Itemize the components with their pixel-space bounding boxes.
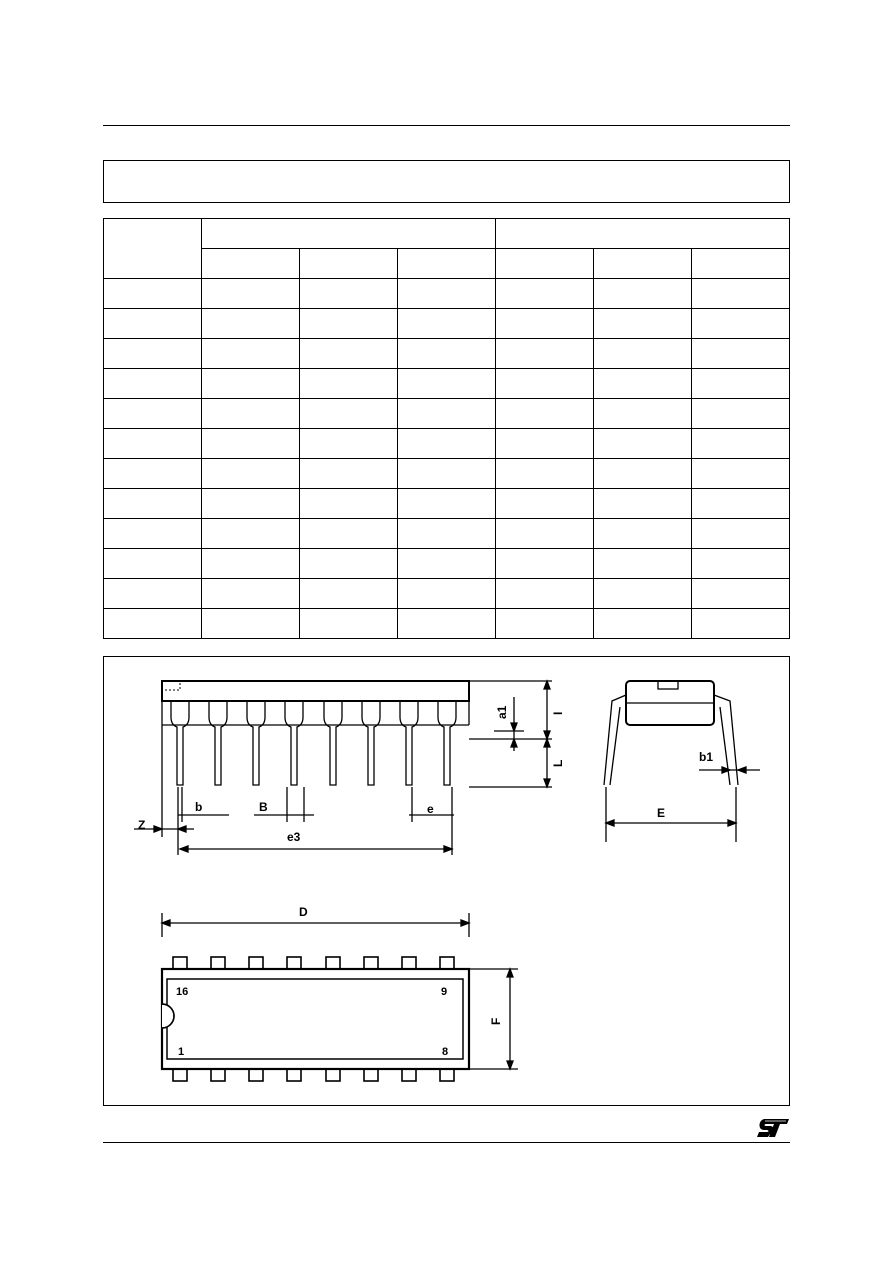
top-pin <box>211 1069 225 1081</box>
table-row-label <box>104 459 202 489</box>
table-cell <box>692 339 790 369</box>
top-pin <box>173 1069 187 1081</box>
top-pin <box>402 1069 416 1081</box>
table-cell <box>594 459 692 489</box>
table-cell <box>594 489 692 519</box>
sub-header <box>594 249 692 279</box>
table-cell <box>300 489 398 519</box>
table-row-label <box>104 279 202 309</box>
table-row <box>104 579 790 609</box>
pin-number-16: 16 <box>176 986 189 998</box>
table-row <box>104 309 790 339</box>
top-pin <box>249 957 263 969</box>
table-cell <box>496 579 594 609</box>
table-row <box>104 369 790 399</box>
table-cell <box>300 339 398 369</box>
top-pin <box>211 957 225 969</box>
table-cell <box>398 519 496 549</box>
st-logo-svg <box>756 1118 790 1138</box>
table-cell <box>202 429 300 459</box>
top-pin <box>287 1069 301 1081</box>
table-cell <box>300 429 398 459</box>
table-cell <box>496 429 594 459</box>
group-header-1 <box>202 219 496 249</box>
table-cell <box>496 489 594 519</box>
table-cell <box>692 279 790 309</box>
table-cell <box>594 399 692 429</box>
table-row-label <box>104 579 202 609</box>
table-cell <box>692 429 790 459</box>
top-pin <box>287 957 301 969</box>
table-corner-cell <box>104 219 202 279</box>
table-row <box>104 609 790 639</box>
sub-header <box>300 249 398 279</box>
table-cell <box>594 279 692 309</box>
top-pin <box>173 957 187 969</box>
side-pin <box>209 701 227 785</box>
table-cell <box>496 609 594 639</box>
table-cell <box>594 609 692 639</box>
table-row <box>104 549 790 579</box>
side-pin <box>171 701 189 785</box>
table-cell <box>398 549 496 579</box>
table-cell <box>398 429 496 459</box>
table-row <box>104 429 790 459</box>
top-pin <box>440 1069 454 1081</box>
top-rule <box>103 125 790 126</box>
table-cell <box>594 309 692 339</box>
dim-label-d: D <box>299 905 308 919</box>
side-pin <box>438 701 456 785</box>
dim-label-e-upper: E <box>657 806 666 820</box>
table-cell <box>398 279 496 309</box>
table-row-label <box>104 519 202 549</box>
table-cell <box>202 279 300 309</box>
table-cell <box>202 369 300 399</box>
table-cell <box>692 609 790 639</box>
table-cell <box>594 339 692 369</box>
table-cell <box>594 429 692 459</box>
table-row <box>104 489 790 519</box>
top-pin <box>364 957 378 969</box>
table-cell <box>398 339 496 369</box>
table-cell <box>300 549 398 579</box>
table-cell <box>496 309 594 339</box>
top-pin <box>249 1069 263 1081</box>
dim-label-e3: e3 <box>287 830 301 844</box>
dim-label-z: Z <box>138 818 146 832</box>
dim-label-i: I <box>551 711 565 715</box>
group-header-2 <box>496 219 790 249</box>
table-cell <box>202 549 300 579</box>
table-cell <box>202 399 300 429</box>
table-row-label <box>104 339 202 369</box>
top-view <box>162 913 518 1081</box>
table-cell <box>300 519 398 549</box>
side-pin <box>362 701 380 785</box>
sub-header <box>202 249 300 279</box>
table-cell <box>692 459 790 489</box>
side-view <box>134 681 552 855</box>
sub-header <box>398 249 496 279</box>
table-cell <box>300 579 398 609</box>
table-cell <box>594 369 692 399</box>
package-drawing <box>103 656 790 1106</box>
table-row <box>104 339 790 369</box>
top-pin <box>440 957 454 969</box>
table-cell <box>398 609 496 639</box>
dim-label-b-upper: B <box>259 800 268 814</box>
pin-number-1: 1 <box>178 1046 185 1058</box>
table-cell <box>496 369 594 399</box>
table-cell <box>496 549 594 579</box>
side-pin <box>400 701 418 785</box>
table-cell <box>398 459 496 489</box>
table-cell <box>594 519 692 549</box>
table-cell <box>398 579 496 609</box>
table-title-box <box>103 160 790 203</box>
table-row-label <box>104 489 202 519</box>
table-cell <box>300 399 398 429</box>
table-cell <box>398 369 496 399</box>
table-cell <box>300 309 398 339</box>
table-cell <box>692 519 790 549</box>
table-cell <box>300 609 398 639</box>
table-row-label <box>104 549 202 579</box>
table-cell <box>496 399 594 429</box>
table-row <box>104 399 790 429</box>
bottom-rule <box>103 1142 790 1143</box>
dim-label-a1: a1 <box>495 705 509 719</box>
side-pin <box>285 701 303 785</box>
table-row <box>104 459 790 489</box>
table-cell <box>202 609 300 639</box>
table-cell <box>202 459 300 489</box>
table-cell <box>202 489 300 519</box>
table-cell <box>692 549 790 579</box>
table-cell <box>300 459 398 489</box>
top-pin <box>364 1069 378 1081</box>
table-row-label <box>104 609 202 639</box>
table-cell <box>496 519 594 549</box>
top-pin <box>326 1069 340 1081</box>
dim-label-l: L <box>551 759 565 767</box>
table-cell <box>594 579 692 609</box>
table-cell <box>496 459 594 489</box>
table-row-label <box>104 309 202 339</box>
table-cell <box>692 309 790 339</box>
table-cell <box>300 279 398 309</box>
pin-number-8: 8 <box>442 1046 449 1058</box>
dimension-table <box>103 218 790 639</box>
package-drawing-svg <box>104 657 789 1105</box>
table-cell <box>594 549 692 579</box>
side-pin <box>324 701 342 785</box>
top-pin <box>326 957 340 969</box>
dim-label-f: F <box>489 1017 503 1025</box>
end-view <box>604 681 760 842</box>
table-cell <box>202 579 300 609</box>
table-cell <box>202 309 300 339</box>
table-cell <box>398 399 496 429</box>
table-row-label <box>104 399 202 429</box>
table-row <box>104 279 790 309</box>
dim-label-b1: b1 <box>699 750 714 764</box>
table-cell <box>496 339 594 369</box>
table-cell <box>692 399 790 429</box>
table-cell <box>202 339 300 369</box>
table-cell <box>202 519 300 549</box>
table-cell <box>692 369 790 399</box>
sub-header <box>496 249 594 279</box>
dim-label-b: b <box>195 800 203 814</box>
table-cell <box>692 579 790 609</box>
table-row-label <box>104 429 202 459</box>
sub-header <box>692 249 790 279</box>
st-logo-icon <box>756 1118 790 1143</box>
dim-label-e: e <box>427 802 434 816</box>
table-row-label <box>104 369 202 399</box>
side-pin <box>247 701 265 785</box>
table-row <box>104 519 790 549</box>
table-cell <box>692 489 790 519</box>
table-cell <box>398 309 496 339</box>
pin-number-9: 9 <box>441 986 448 998</box>
table-cell <box>398 489 496 519</box>
top-pin <box>402 957 416 969</box>
table-cell <box>496 279 594 309</box>
table-cell <box>300 369 398 399</box>
